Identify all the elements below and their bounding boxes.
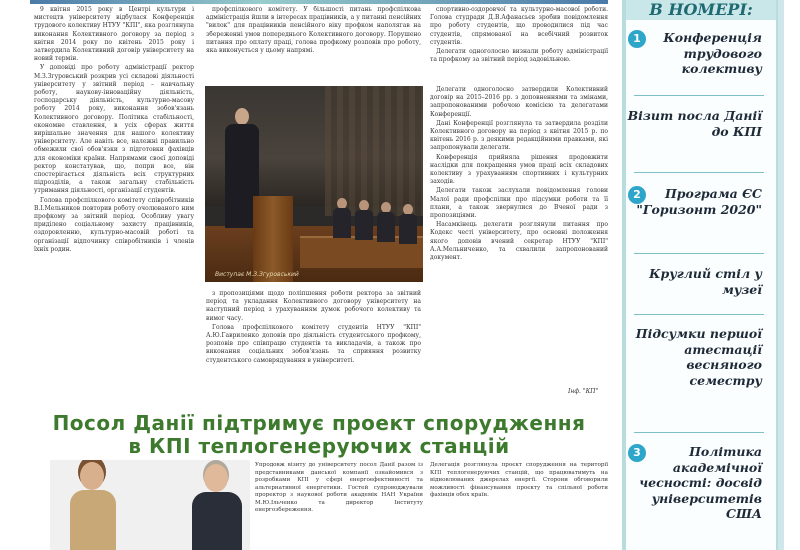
contents-item[interactable]	[626, 30, 776, 77]
sidebar-edge	[778, 0, 784, 550]
contents-item-label: Візит посла Данії до КПІ	[627, 108, 762, 139]
article-paragraph: Дані Конференції розглянула та затвердила розділи Колективного договору на період з квітня 2015 р. по квітень 2016 р. з деякими редакційними правками, які запропонували делегати.	[430, 119, 608, 152]
sidebar-title: В НОМЕРІ:	[626, 0, 776, 20]
article-column-2-bottom	[206, 290, 421, 400]
article-column-3-top	[430, 6, 608, 86]
info-source: Інф. "КП"	[568, 388, 599, 395]
photo-curtain	[325, 86, 423, 216]
ambassador-photo	[50, 460, 250, 550]
contents-item[interactable]	[626, 444, 776, 522]
divider	[634, 314, 764, 315]
article-paragraph: з пропозиціями щодо поліпшення роботи ректора за звітний період та укладання Колективного договору університету на наступний період з урахуванням думок робочого колективу та вимог часу.	[206, 290, 421, 322]
contents-item-label: Політика академічної чесності: досвід університетів США	[639, 444, 762, 521]
top-decorative-strip	[30, 0, 608, 4]
headline-line-1: Посол Данії підтримує проект спорудження	[52, 411, 586, 435]
page-number-badge: 1	[628, 30, 646, 48]
contents-item[interactable]	[626, 266, 776, 297]
article-paragraph: Конференція прийняла рішення продовжити наслідки для покращення умов праці всіх складових колективу з урахуванням спортивних і культурних заходів.	[430, 153, 608, 186]
contents-item-label: Конференція трудового колективу	[663, 30, 762, 76]
article-paragraph: спортивно-оздоровчої та культурно-масової роботи. Голова студради Д.В.Афанасьєв зробив повідомлення про роботу студентів, що проводилися під час студентів, спрямованої на всебічний розвиток студентів.	[430, 6, 608, 46]
presidium-person	[399, 204, 417, 244]
article-paragraph: Голова профспілкового комітету студентів НТУУ "КПІ" А.Ю.Гавриленко доповів про діяльність студентського профкому, розповів про співпрацю студентів та викладачів, а також про виконання соціальних зобов'язань та сприяння розвитку студентського самоврядування в університеті.	[206, 323, 421, 364]
contents-sidebar	[622, 0, 800, 550]
article-headline	[30, 412, 608, 458]
person-man	[190, 460, 244, 550]
contents-item-label: Круглий стіл у музеї	[649, 266, 762, 297]
page-number-badge: 3	[628, 444, 646, 462]
divider	[634, 172, 764, 173]
article-column-2-top	[206, 6, 421, 86]
presidium-person	[377, 202, 395, 242]
contents-item-label: Підсумки першої атестації весняного семестру	[635, 326, 762, 388]
article-paragraph: Делегати одноголосно затвердили Колективний договір на 2015–2016 рр. з доповненнями та змінами, запропонованими робочою комісією та делегатами Конференції.	[430, 86, 608, 118]
article-paragraph: У доповіді про роботу адміністрації ректор М.З.Згуровський розкрив усі складові діяльності університету у звітний період – навчальну роботу, наукову-інноваційну діяльність, господарську діяльність, культурно-масову роботу 2014 року, виконання зобов'язань Колективного договору. Політика стабільності, економне ставлення, в усіх сферах життя вирішальне значення для нашого колективу університету. Але навіть все, належні правильно обмежили свої обов'язки з підготовки фахівців для економіки країни. Напрямами своєї доповіді ректор констатував, що, попри все, він спостерігається діяльність всіх структурних підрозділів, а також загальну стабільність утримання діяльності, організації студентів.	[34, 64, 194, 195]
article-2-column-2: Делегація розглянула проєкт спорудження на території КПІ теплогенеруючих станцій, що працюватимуть на відновлюваних джерелах енергії. Сторони обговорили можливості фінансування проєкту та спільної роботи фахівців обох країн.	[430, 462, 608, 498]
contents-item[interactable]	[626, 108, 776, 139]
podium	[253, 196, 293, 282]
presidium-person	[355, 200, 373, 240]
article-paragraph: Делегати одноголосно визнали роботу адміністрації та профкому за звітний період задовільною.	[430, 48, 608, 64]
photo-caption: Виступає М.З.Згуровський	[215, 271, 299, 278]
divider	[634, 253, 764, 254]
contents-item[interactable]	[626, 186, 776, 217]
article-paragraph: 9 квітня 2015 року в Центрі культури і мистецтв університету відбулася Конференція трудового колективу НТУУ "КПІ", яка розглянула виконання Колективного договору за період з квітня 2014 року по квітень 2015 року і затвердила Колективний договір університету на новий термін.	[34, 6, 194, 63]
article-paragraph: Делегати також заслухали повідомлення голови Малої ради профспілки про підсумки роботи та її плани, а також звернулися до Вченої ради з пропозиціями.	[430, 187, 608, 220]
presidium-person	[333, 198, 351, 238]
main-content	[30, 0, 608, 550]
article-column-1	[34, 6, 194, 396]
headline-line-2: в КПІ теплогенеруючих станцій	[128, 434, 510, 458]
article-paragraph: профспілкового комітету. У більшості питань профспілкова адміністрація йшли в інтересах працівників, а у питанні пенсійних "вилок" для працівників пенсійного віку профком наполягав на збереженні умов попереднього Колективного договору. Порушено питання про оплату праці, голова профкому розповів про роботу, яка виконується у цьому напрямі.	[206, 6, 421, 55]
contents-item[interactable]	[626, 326, 776, 388]
person-woman	[68, 460, 118, 550]
contents-item-label: Програма ЄС "Горизонт 2020"	[636, 186, 762, 217]
article-paragraph: Голова профспілкового комітету співробітників В.І.Мельников повторив роботу очолюваного ним профкому за звітний період. Особливу увагу приділено соціальному захисту працівників, оздоровленню, культурно-масовій роботі та організації відпочинку співробітників і членів їхніх родин.	[34, 196, 194, 253]
conference-photo	[205, 86, 423, 282]
article-2-column-1: Упродовж візиту до університету посол Данії разом із представниками данської компанії ознайомився з розробками КПІ у сфері енергоефективності та альтернативної енергетики. Гостей супроводжували проректор з наукової роботи академік НАН України М.Ю.Ільченко та директор Інституту енергозбереження.	[255, 462, 423, 513]
divider	[634, 95, 764, 96]
article-paragraph: Насамкінець делегати розглянули питання про Кодекс честі університету, про основні положення якого доповів вчений секретар НТУУ "КПІ" А.А.Мельниченко, та схвалили запропонований документ.	[430, 221, 608, 262]
article-column-3-bottom	[430, 86, 608, 396]
divider	[634, 432, 764, 433]
page-number-badge: 2	[628, 186, 646, 204]
